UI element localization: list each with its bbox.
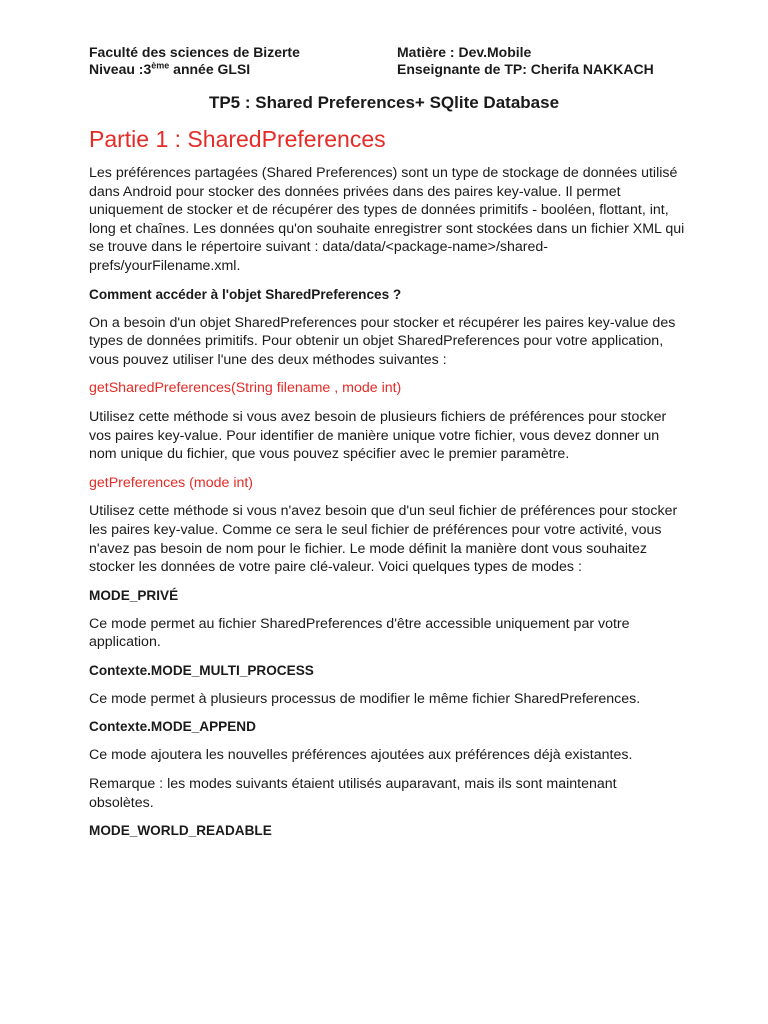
subject-name: Matière : Dev.Mobile — [397, 44, 532, 60]
method2-paragraph: Utilisez cette méthode si vous n'avez besoin que d'un seul fichier de préférences pour stocker les paires key-value. Comme ce sera le seul fichier de préférences pour votre activité, vous n'avez pas besoin de nom pour le fichier. Le mode définit la manière dont vous souhaitez stocker les données de votre paire clé-valeur. Voici quelques types de modes : — [89, 503, 678, 576]
mode-multi-heading: Contexte.MODE_MULTI_PROCESS — [89, 662, 314, 678]
document-title: TP5 : Shared Preferences+ SQlite Database — [208, 93, 560, 112]
mode-private-heading: MODE_PRIVÉ — [89, 587, 179, 603]
teacher-name: Enseignante de TP: Cherifa NAKKACH — [397, 61, 654, 77]
level-prefix: Niveau :3 — [89, 61, 152, 77]
mode-world-heading: MODE_WORLD_READABLE — [89, 823, 272, 839]
mode-private-paragraph: Ce mode permet au fichier SharedPreferences d'être accessible uniquement par votre application. — [89, 615, 630, 651]
method2-signature: getPreferences (mode int) — [89, 474, 254, 491]
mode-append-paragraph: Ce mode ajoutera les nouvelles préférences ajoutées aux préférences déjà existantes. — [89, 747, 633, 764]
part1-title: Partie 1 : SharedPreferences — [89, 126, 386, 152]
access-paragraph: On a besoin d'un objet SharedPreferences pour stocker et récupérer les paires key-value des types de données primitifs. Pour obtenir un objet SharedPreferences pour votre application, vous pouvez utiliser l'une des deux méthodes suivantes : — [89, 314, 676, 368]
mode-append-heading: Contexte.MODE_APPEND — [89, 719, 256, 735]
intro-paragraph: Les préférences partagées (Shared Preferences) sont un type de stockage de données utilisé dans Android pour stocker des données privées dans des paires key-value. Il permet uniquement de stocker et de récupérer des types de données primitifs - booléen, flottant, int, long et chaînes. Les données qu'on souhaite enregistrer sont stockées dans un fichier XML qui se trouve dans le répertoire suivant : data/data/<package-name>/shared-prefs/yourFilename.xml. — [89, 165, 685, 274]
header-right — [397, 44, 697, 78]
mode-multi-paragraph: Ce mode permet à plusieurs processus de modifier le même fichier SharedPreferences. — [89, 690, 641, 707]
level-suffix: année GLSI — [169, 61, 251, 77]
faculty-name: Faculté des sciences de Bizerte — [89, 44, 300, 60]
document-body — [89, 124, 685, 850]
access-heading: Comment accéder à l'objet SharedPreferences ? — [89, 286, 402, 302]
remark-paragraph: Remarque : les modes suivants étaient utilisés auparavant, mais ils sont maintenant obsolètes. — [89, 776, 617, 811]
method1-signature: getSharedPreferences(String filename , mode int) — [89, 380, 402, 397]
method1-paragraph: Utilisez cette méthode si vous avez besoin de plusieurs fichiers de préférences pour stocker vos paires key-value. Pour identifier de manière unique votre fichier, vous devez donner un nom unique du fichier, que vous pouvez spécifier avec le premier paramètre. — [89, 408, 667, 463]
header-left — [89, 44, 389, 78]
level-superscript: ème — [151, 60, 170, 71]
level-line — [89, 61, 389, 78]
